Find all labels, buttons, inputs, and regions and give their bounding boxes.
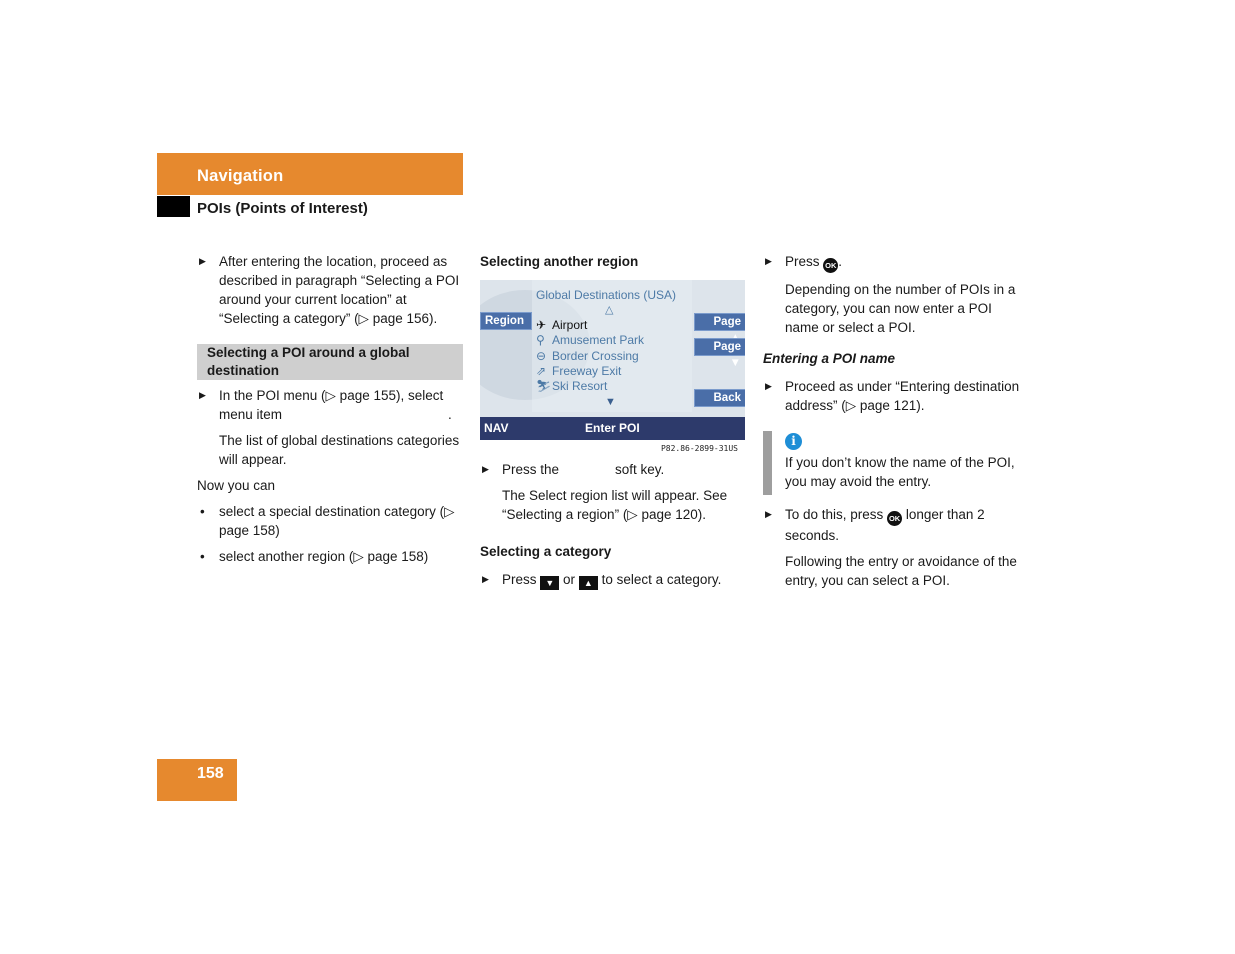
scroll-up-icon: △ <box>605 304 614 316</box>
column-2 <box>480 252 746 597</box>
down-key-icon: ▼ <box>540 576 559 590</box>
screen-status-bar <box>480 417 745 440</box>
column-3 <box>763 252 1029 597</box>
result-text: Depending on the number of POIs in a category, you can now enter a POI name or select a POI. <box>785 282 1016 335</box>
poi-category-item: ⛷Ski Resort <box>536 377 607 396</box>
ok-button-icon: OK <box>887 511 902 526</box>
ski-resort-icon: ⛷ <box>536 379 552 393</box>
result-text: The Select region list will appear. See “Selecting a region” (▷ page 120). <box>502 488 728 522</box>
region-softkey: Region <box>480 312 532 330</box>
info-icon: i <box>785 433 802 450</box>
airport-icon: ✈ <box>536 318 547 332</box>
poi-category-item: ✈ Airport <box>536 316 587 335</box>
instruction-step: ▶ In the POI menu (▷ page 155), select menu item . <box>199 388 452 422</box>
figure-reference: P82.86-2899-31US <box>660 444 738 453</box>
list-item: • select another region (▷ page 158) <box>200 549 429 564</box>
poi-category-item: ⊖ Border Crossing <box>536 347 639 366</box>
info-text: If you don’t know the name of the POI, you may avoid the entry. <box>785 455 1015 489</box>
border-crossing-icon: ⊖ <box>536 349 547 363</box>
ok-button-icon: OK <box>823 258 838 273</box>
step-arrow-icon: ▶ <box>199 256 206 266</box>
scroll-down-icon: ▼ <box>605 396 616 408</box>
step-arrow-icon: ▶ <box>765 381 772 391</box>
step-arrow-icon: ▶ <box>199 390 206 400</box>
list-item: • select a special destination category (▷ page 158) <box>200 504 455 538</box>
subsection-marker <box>157 196 190 217</box>
page-number: 158 <box>197 765 224 782</box>
step-arrow-icon: ▶ <box>482 574 489 584</box>
instruction-step: ▶ To do this, press OK longer than 2 seconds. <box>765 507 985 543</box>
note-bar <box>763 431 772 495</box>
up-key-icon: ▲ <box>579 576 598 590</box>
intro-text: Now you can <box>197 478 276 493</box>
poi-category-item: ⚲ Amusement Park <box>536 331 644 350</box>
instruction-step: ▶ Proceed as under “Entering destination address” (▷ page 121). <box>765 379 1020 413</box>
step-arrow-icon: ▶ <box>765 256 772 266</box>
section-heading: Entering a POI name <box>763 351 896 366</box>
instruction-step: ▶ After entering the location, proceed as described in paragraph “Selecting a POI around your current location” at “Selecting a category” (▷ page 156). <box>199 254 460 326</box>
instruction-step: ▶ Press the soft key. <box>482 462 665 477</box>
nav-screen-image <box>480 280 745 440</box>
section-header-bar <box>157 153 463 195</box>
section-heading: Selecting a category <box>480 544 612 559</box>
section-title: Navigation <box>197 167 284 185</box>
column-1 <box>197 252 463 573</box>
result-text: Following the entry or avoidance of the entry, you can select a POI. <box>785 554 1017 588</box>
page-down-softkey: Page ▼ <box>694 338 745 356</box>
amusement-park-icon: ⚲ <box>536 333 545 347</box>
instruction-step: ▶ Press ▼ or ▲ to select a category. <box>482 572 722 588</box>
bullet-dot-icon: • <box>200 504 205 519</box>
subsection-title: POIs (Points of Interest) <box>197 200 368 217</box>
bullet-dot-icon: • <box>200 549 205 564</box>
page-number-box <box>157 759 237 801</box>
poi-category-item: ⇗ Freeway Exit <box>536 362 621 381</box>
freeway-exit-icon: ⇗ <box>536 364 547 378</box>
screen-title: Global Destinations (USA) <box>536 288 677 302</box>
mode-label: NAV <box>484 421 509 435</box>
info-note <box>763 431 1029 491</box>
section-heading: Selecting a POI around a global destination <box>197 344 463 380</box>
section-heading: Selecting another region <box>480 254 639 269</box>
page-up-softkey: Page <box>694 313 745 331</box>
step-arrow-icon: ▶ <box>765 509 772 519</box>
back-softkey: Back <box>694 389 745 407</box>
menu-label: Enter POI <box>585 421 640 435</box>
result-text: The list of global destinations categories will appear. <box>219 433 460 467</box>
instruction-step: ▶ Press OK . <box>763 252 1029 273</box>
step-arrow-icon: ▶ <box>482 464 489 474</box>
